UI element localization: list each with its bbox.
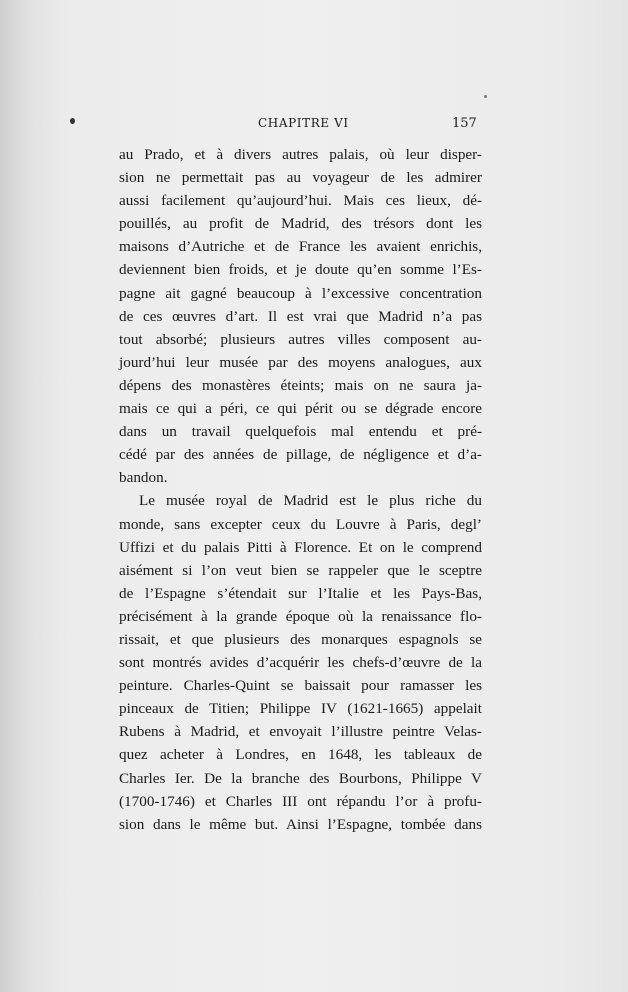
text-line: deviennent bien froids, et je doute qu’en somme l’Es- bbox=[119, 261, 482, 279]
text-line: sont montrés avides d’acquérir les chefs-d’œuvre de la bbox=[119, 654, 482, 672]
running-head bbox=[0, 116, 628, 136]
text-line: pouillés, au profit de Madrid, des trésors dont les bbox=[119, 215, 482, 233]
text-line: dépens des monastères éteints; mais on ne saura ja- bbox=[119, 376, 482, 394]
paragraph bbox=[119, 143, 482, 489]
text-line: (1700-1746) et Charles III ont répandu l’or à profu- bbox=[119, 792, 482, 810]
text-line: mais ce qui a péri, ce qui périt ou se dégrade encore bbox=[119, 400, 482, 418]
text-line: aisément si l’on veut bien se rappeler que le sceptre bbox=[119, 561, 482, 579]
text-line: bandon. bbox=[119, 469, 168, 487]
paragraph bbox=[119, 489, 482, 835]
text-line: tout absorbé; plusieurs autres villes composent au- bbox=[119, 330, 482, 348]
text-line: quez acheter à Londres, en 1648, les tableaux de bbox=[119, 746, 482, 764]
text-line: de l’Espagne s’étendait sur l’Italie et les Pays-Bas, bbox=[119, 584, 482, 602]
text-line: pagne ait gagné beaucoup à l’excessive concentration bbox=[119, 284, 482, 302]
page-speck bbox=[484, 95, 487, 98]
text-line: pinceaux de Titien; Philippe IV (1621-1665) appelait bbox=[119, 700, 482, 718]
text-line: monde, sans excepter ceux du Louvre à Paris, degl’ bbox=[119, 515, 482, 533]
text-line: Uffizi et du palais Pitti à Florence. Et on le comprend bbox=[119, 538, 482, 556]
text-line: jourd’hui leur musée par des moyens analogues, aux bbox=[119, 353, 482, 371]
text-line: peinture. Charles-Quint se baissait pour ramasser les bbox=[119, 677, 482, 695]
chapter-title: CHAPITRE VI bbox=[258, 116, 349, 130]
text-line: Charles Ier. De la branche des Bourbons, Philippe V bbox=[119, 769, 482, 787]
text-line: sion dans le même but. Ainsi l’Espagne, tombée dans bbox=[119, 815, 482, 833]
text-line: Le musée royal de Madrid est le plus riche du bbox=[139, 492, 482, 510]
text-line: rissait, et que plusieurs des monarques espagnols se bbox=[119, 630, 482, 648]
page-number: 157 bbox=[452, 116, 477, 131]
body-text bbox=[119, 143, 482, 836]
text-line: aussi facilement qu’aujourd’hui. Mais ces lieux, dé- bbox=[119, 192, 482, 210]
text-line: maisons d’Autriche et de France les avaient enrichis, bbox=[119, 238, 482, 256]
text-line: précisément à la grande époque où la renaissance flo- bbox=[119, 607, 482, 625]
text-line: sion ne permettait pas au voyageur de les admirer bbox=[119, 169, 482, 187]
text-line: dans un travail quelquefois mal entendu et pré- bbox=[119, 423, 482, 441]
text-line: au Prado, et à divers autres palais, où leur disper- bbox=[119, 146, 482, 163]
text-line: de ces œuvres d’art. Il est vrai que Madrid n’a pas bbox=[119, 307, 482, 325]
text-line: Rubens à Madrid, et envoyait l’illustre peintre Velas- bbox=[119, 723, 482, 741]
text-line: cédé par des années de pillage, de négligence et d’a- bbox=[119, 446, 482, 464]
